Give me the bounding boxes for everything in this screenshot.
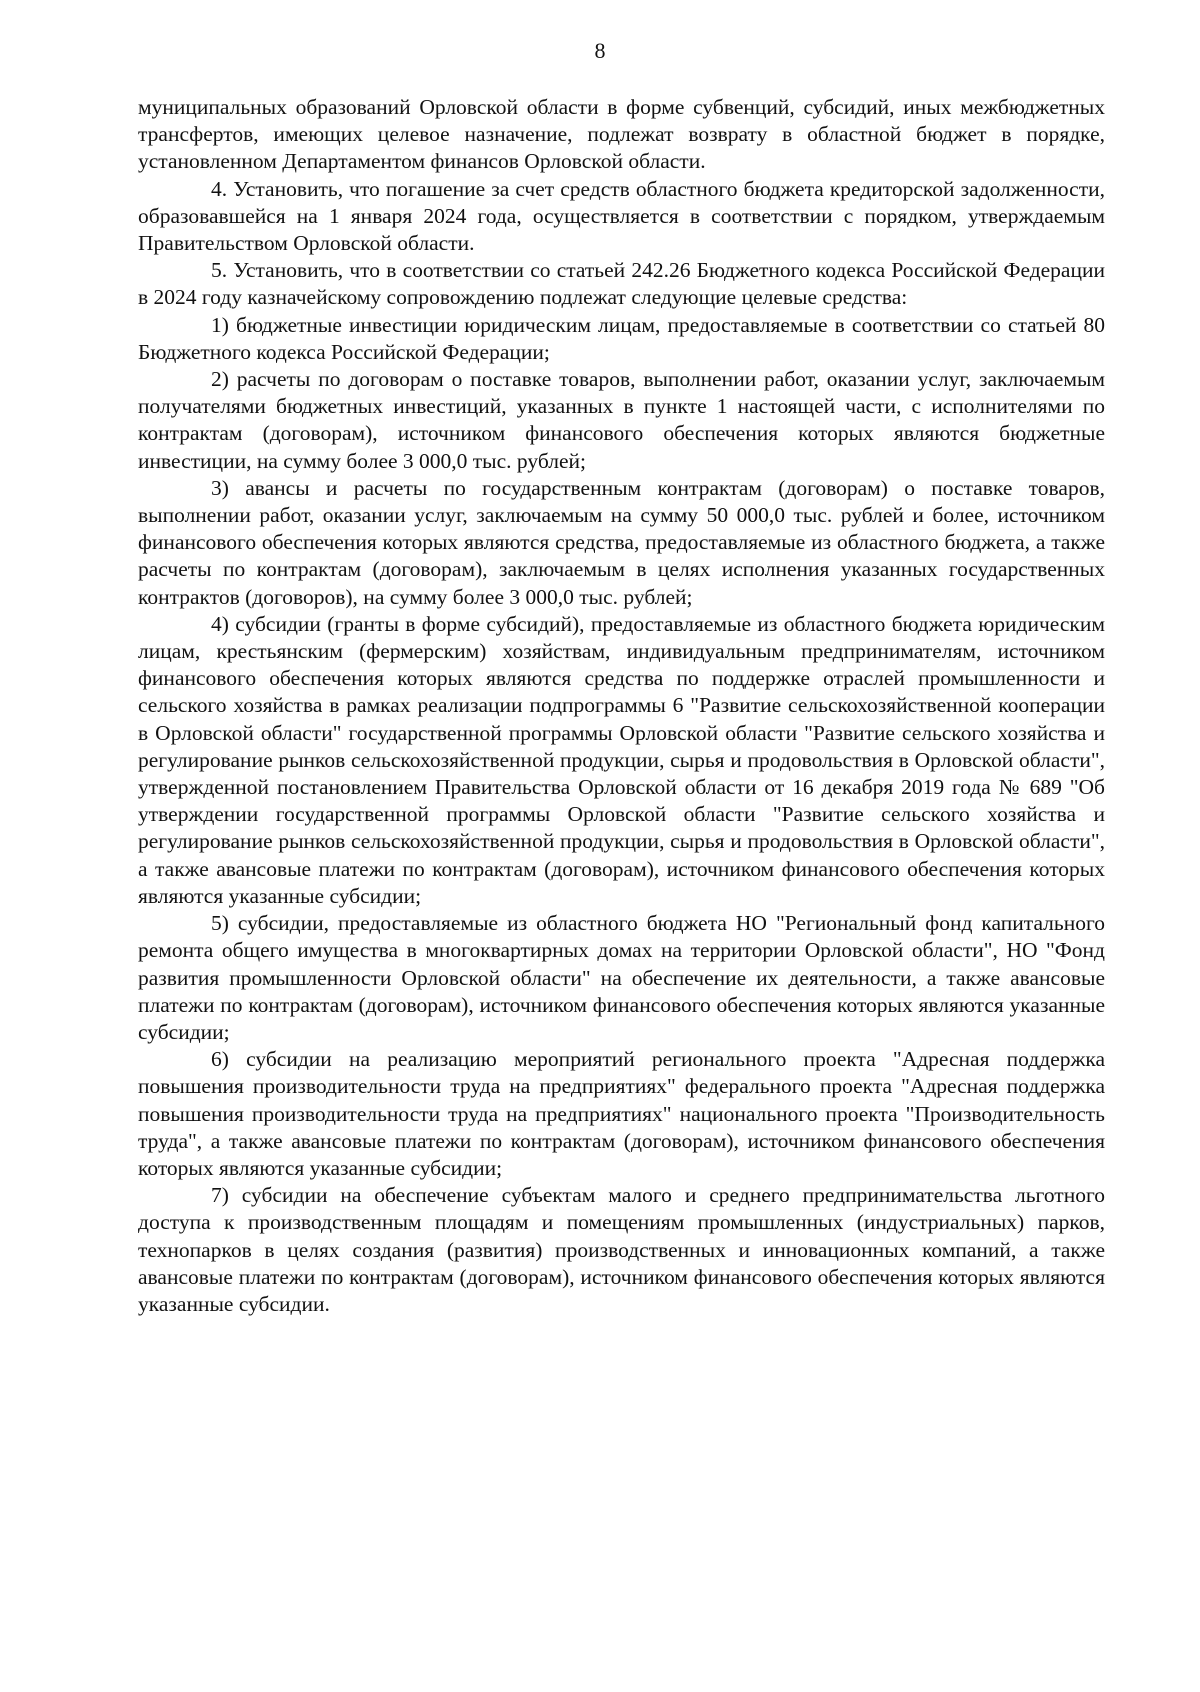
subitem-4: 4) субсидии (гранты в форме субсидий), предоставляемые из областного бюджета юридическим лицам, крестьянским (фермерским) хозяйствам, индивидуальным предпринимателям, источником финансового обеспечения которых являются средства по поддержке отраслей промышленности и сельского хозяйства в рамках реализации подпрограммы 6 "Развитие сельскохозяйственной кооперации в Орловской области" государственной программы Орловской области "Развитие сельского хозяйства и регулирование рынков сельскохозяйственной продукции, сырья и продовольствия в Орловской области", утвержденной постановлением Правительства Орловской области от 16 декабря 2019 года № 689 "Об утверждении государственной программы Орловской области "Развитие сельского хозяйства и регулирование рынков сельскохозяйственной продукции, сырья и продовольствия в Орловской области", а также авансовые платежи по контрактам (договорам), источником финансового обеспечения которых являются указанные субсидии;: [138, 611, 1105, 908]
paragraph-continuation: муниципальных образований Орловской области в форме субвенций, субсидий, иных межбюджетных трансфертов, имеющих целевое назначение, подлежат возврату в областной бюджет в порядке, установленном Департаментом финансов Орловской области.: [138, 95, 1105, 174]
subitem-2: 2) расчеты по договорам о поставке товаров, выполнении работ, оказании услуг, заключаемым получателями бюджетных инвестиций, указанных в пункте 1 настоящей части, с исполнителями по контрактам (договорам), источником финансового обеспечения которых являются бюджетные инвестиции, на сумму более 3 000,0 тыс. рублей;: [138, 367, 1105, 473]
paragraph-item-4: 4. Установить, что погашение за счет средств областного бюджета кредиторской задолженности, образовавшейся на 1 января 2024 года, осуществляется в соответствии с порядком, утверждаемым Правительством Орловской области.: [138, 176, 1105, 256]
subitem-5: 5) субсидии, предоставляемые из областного бюджета НО "Региональный фонд капитального ремонта общего имущества в многоквартирных домах на территории Орловской области", НО "Фонд развития промышленности Орловской области" на обеспечение их деятельности, а также авансовые платежи по контрактам (договорам), источником финансового обеспечения которых являются указанные субсидии;: [138, 911, 1105, 1044]
subitem-7: 7) субсидии на обеспечение субъектам малого и среднего предпринимательства льготного доступа к производственным площадям и помещениям промышленных (индустриальных) парков, технопарков в целях создания (развития) производственных и инновационных компаний, а также авансовые платежи по контрактам (договорам), источником финансового обеспечения которых являются указанные субсидии.: [138, 1183, 1105, 1316]
subitem-1: 1) бюджетные инвестиции юридическим лицам, предоставляемые в соответствии со статьей 80 Бюджетного кодекса Российской Федерации;: [138, 312, 1105, 364]
subitem-3: 3) авансы и расчеты по государственным контрактам (договорам) о поставке товаров, выполнении работ, оказании услуг, заключаемым на сумму 50 000,0 тыс. рублей и более, источником финансового обеспечения которых являются средства, предоставляемые из областного бюджета, а также расчеты по контрактам (договорам), заключаемым в целях исполнения указанных государственных контрактов (договоров), на сумму более 3 000,0 тыс. рублей;: [138, 475, 1105, 609]
paragraph-item-5: 5. Установить, что в соответствии со статьей 242.26 Бюджетного кодекса Российской Федерации в 2024 году казначейскому сопровождению подлежат следующие целевые средства:: [138, 258, 1105, 310]
subitem-6: 6) субсидии на реализацию мероприятий регионального проекта "Адресная поддержка повышения производительности труда на предприятиях" федерального проекта "Адресная поддержка повышения производительности труда на предприятиях" национального проекта "Производительность труда", а также авансовые платежи по контрактам (договорам), источником финансового обеспечения которых являются указанные субсидии;: [138, 1047, 1105, 1180]
page-number: 8: [594, 38, 606, 63]
document-body: [138, 94, 1105, 1318]
